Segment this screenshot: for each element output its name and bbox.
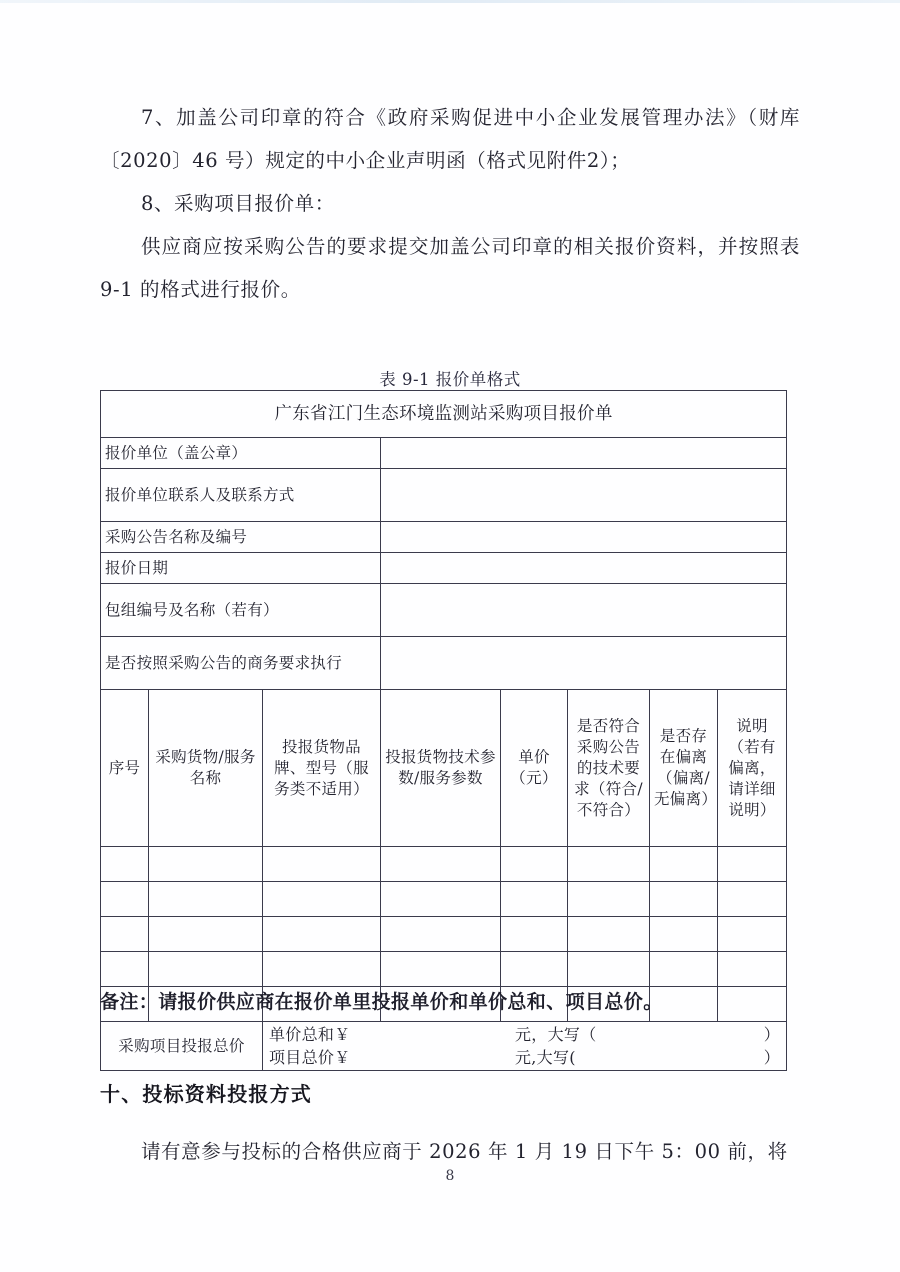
cell-tech-params[interactable]: [381, 952, 501, 987]
field-label-quote-date: 报价日期: [101, 553, 381, 584]
cell-remark[interactable]: [718, 882, 787, 917]
grid-header-row: [101, 690, 787, 847]
table-row: [101, 917, 787, 952]
table-title-row: [101, 391, 787, 438]
cell-index[interactable]: [101, 847, 149, 882]
paragraph-item-8-text: 8、采购项目报价单：: [140, 192, 335, 215]
grid-header-remark: 说明（若有偏离，请详细说明）: [718, 690, 787, 847]
grid-header-item-name: 采购货物/服务名称: [149, 690, 263, 847]
cell-item-name[interactable]: [149, 952, 263, 987]
cell-tech-params[interactable]: [381, 882, 501, 917]
cell-unit-price[interactable]: [501, 952, 568, 987]
cell-remark[interactable]: [718, 917, 787, 952]
grid-header-compliance: 是否符合采购公告的技术要求（符合/不符合）: [568, 690, 650, 847]
table-row: [101, 584, 787, 637]
cell-index[interactable]: [101, 952, 149, 987]
cell-tech-params[interactable]: [381, 847, 501, 882]
total-project-close: ）: [763, 1048, 781, 1067]
cell-compliance[interactable]: [568, 952, 650, 987]
field-label-quoting-unit: 报价单位（盖公章）: [101, 438, 381, 469]
table-title: 广东省江门生态环境监测站采购项目报价单: [101, 391, 787, 438]
total-unit-sum-close: ）: [763, 1025, 781, 1044]
field-value-quote-date[interactable]: [381, 553, 787, 584]
grid-header-unit-price: 单价（元）: [501, 690, 568, 847]
field-label-announcement: 采购公告名称及编号: [101, 522, 381, 553]
cell-item-name[interactable]: [149, 847, 263, 882]
total-unit-sum-words: 元，大写（: [515, 1025, 597, 1044]
cell-deviation[interactable]: [650, 882, 718, 917]
table-note: 备注：请报价供应商在报价单里投报单价和单价总和、项目总价。: [100, 991, 663, 1013]
field-value-contact[interactable]: [381, 469, 787, 522]
field-value-quoting-unit[interactable]: [381, 438, 787, 469]
cell-deviation[interactable]: [650, 847, 718, 882]
paragraph-item-8: [100, 182, 800, 225]
cell-deviation[interactable]: [650, 917, 718, 952]
total-values: [263, 1022, 787, 1071]
cell-index[interactable]: [101, 882, 149, 917]
cell-brand-model[interactable]: [263, 847, 381, 882]
paragraph-item-7-text: 7、加盖公司印章的符合《政府采购促进中小企业发展管理办法》（财库〔2020〕46 号）规定的中小企业声明函（格式见附件2）；: [100, 106, 800, 172]
field-label-contact: 报价单位联系人及联系方式: [101, 469, 381, 522]
table-row: [101, 522, 787, 553]
total-row: [101, 1022, 787, 1071]
total-line-unit-sum: [269, 1023, 780, 1046]
table-caption: 表 9-1 报价单格式: [379, 370, 521, 389]
table-row: [101, 882, 787, 917]
field-value-announcement[interactable]: [381, 522, 787, 553]
grid-header-index: 序号: [101, 690, 149, 847]
page-number: 8: [445, 1168, 455, 1184]
table-row: [101, 469, 787, 522]
section-heading: 十、投标资料投报方式: [100, 1082, 312, 1106]
grid-header-deviation: 是否存在偏离（偏离/无偏离）: [650, 690, 718, 847]
field-label-commercial-terms: 是否按照采购公告的商务要求执行: [101, 637, 381, 690]
cell-compliance[interactable]: [568, 917, 650, 952]
total-unit-sum-label: 单价总和￥: [269, 1025, 351, 1044]
field-value-package[interactable]: [381, 584, 787, 637]
total-label: 采购项目投报总价: [101, 1022, 263, 1071]
cell-brand-model[interactable]: [263, 917, 381, 952]
quotation-form-table: [100, 390, 786, 1071]
cell-unit-price[interactable]: [501, 917, 568, 952]
cell-unit-price[interactable]: [501, 882, 568, 917]
paragraph-closing-text: 请有意参与投标的合格供应商于 2026 年 1 月 19 日下午 5：00 前，将: [140, 1140, 788, 1163]
table-row: [101, 553, 787, 584]
cell-item-name[interactable]: [149, 917, 263, 952]
total-line-project-total: [269, 1046, 780, 1069]
grid-header-brand-model: 投报货物品牌、型号（服务类不适用）: [263, 690, 381, 847]
paragraph-closing: [100, 1130, 800, 1173]
table-row: [101, 637, 787, 690]
field-value-commercial-terms[interactable]: [381, 637, 787, 690]
cell-brand-model[interactable]: [263, 952, 381, 987]
cell-remark[interactable]: [718, 952, 787, 987]
cell-compliance[interactable]: [568, 847, 650, 882]
cell-deviation[interactable]: [650, 952, 718, 987]
cell-tech-params[interactable]: [381, 917, 501, 952]
table-row: [101, 952, 787, 987]
cell-index[interactable]: [101, 917, 149, 952]
paragraph-item-8-body: [100, 225, 800, 311]
paragraph-item-8-body-text: 供应商应按采购公告的要求提交加盖公司印章的相关报价资料，并按照表 9-1 的格式进行报价。: [100, 235, 800, 301]
field-label-package: 包组编号及名称（若有）: [101, 584, 381, 637]
cell-item-name[interactable]: [149, 882, 263, 917]
cell-remark[interactable]: [718, 847, 787, 882]
table-row: [101, 847, 787, 882]
total-project-label: 项目总价￥: [269, 1048, 351, 1067]
cell-unit-price[interactable]: [501, 847, 568, 882]
paragraph-item-7: [100, 96, 800, 182]
grid-header-tech-params: 投报货物技术参数/服务参数: [381, 690, 501, 847]
table-row: [101, 438, 787, 469]
cell-compliance[interactable]: [568, 882, 650, 917]
cell-brand-model[interactable]: [263, 882, 381, 917]
total-project-words: 元,大写(: [515, 1048, 576, 1067]
